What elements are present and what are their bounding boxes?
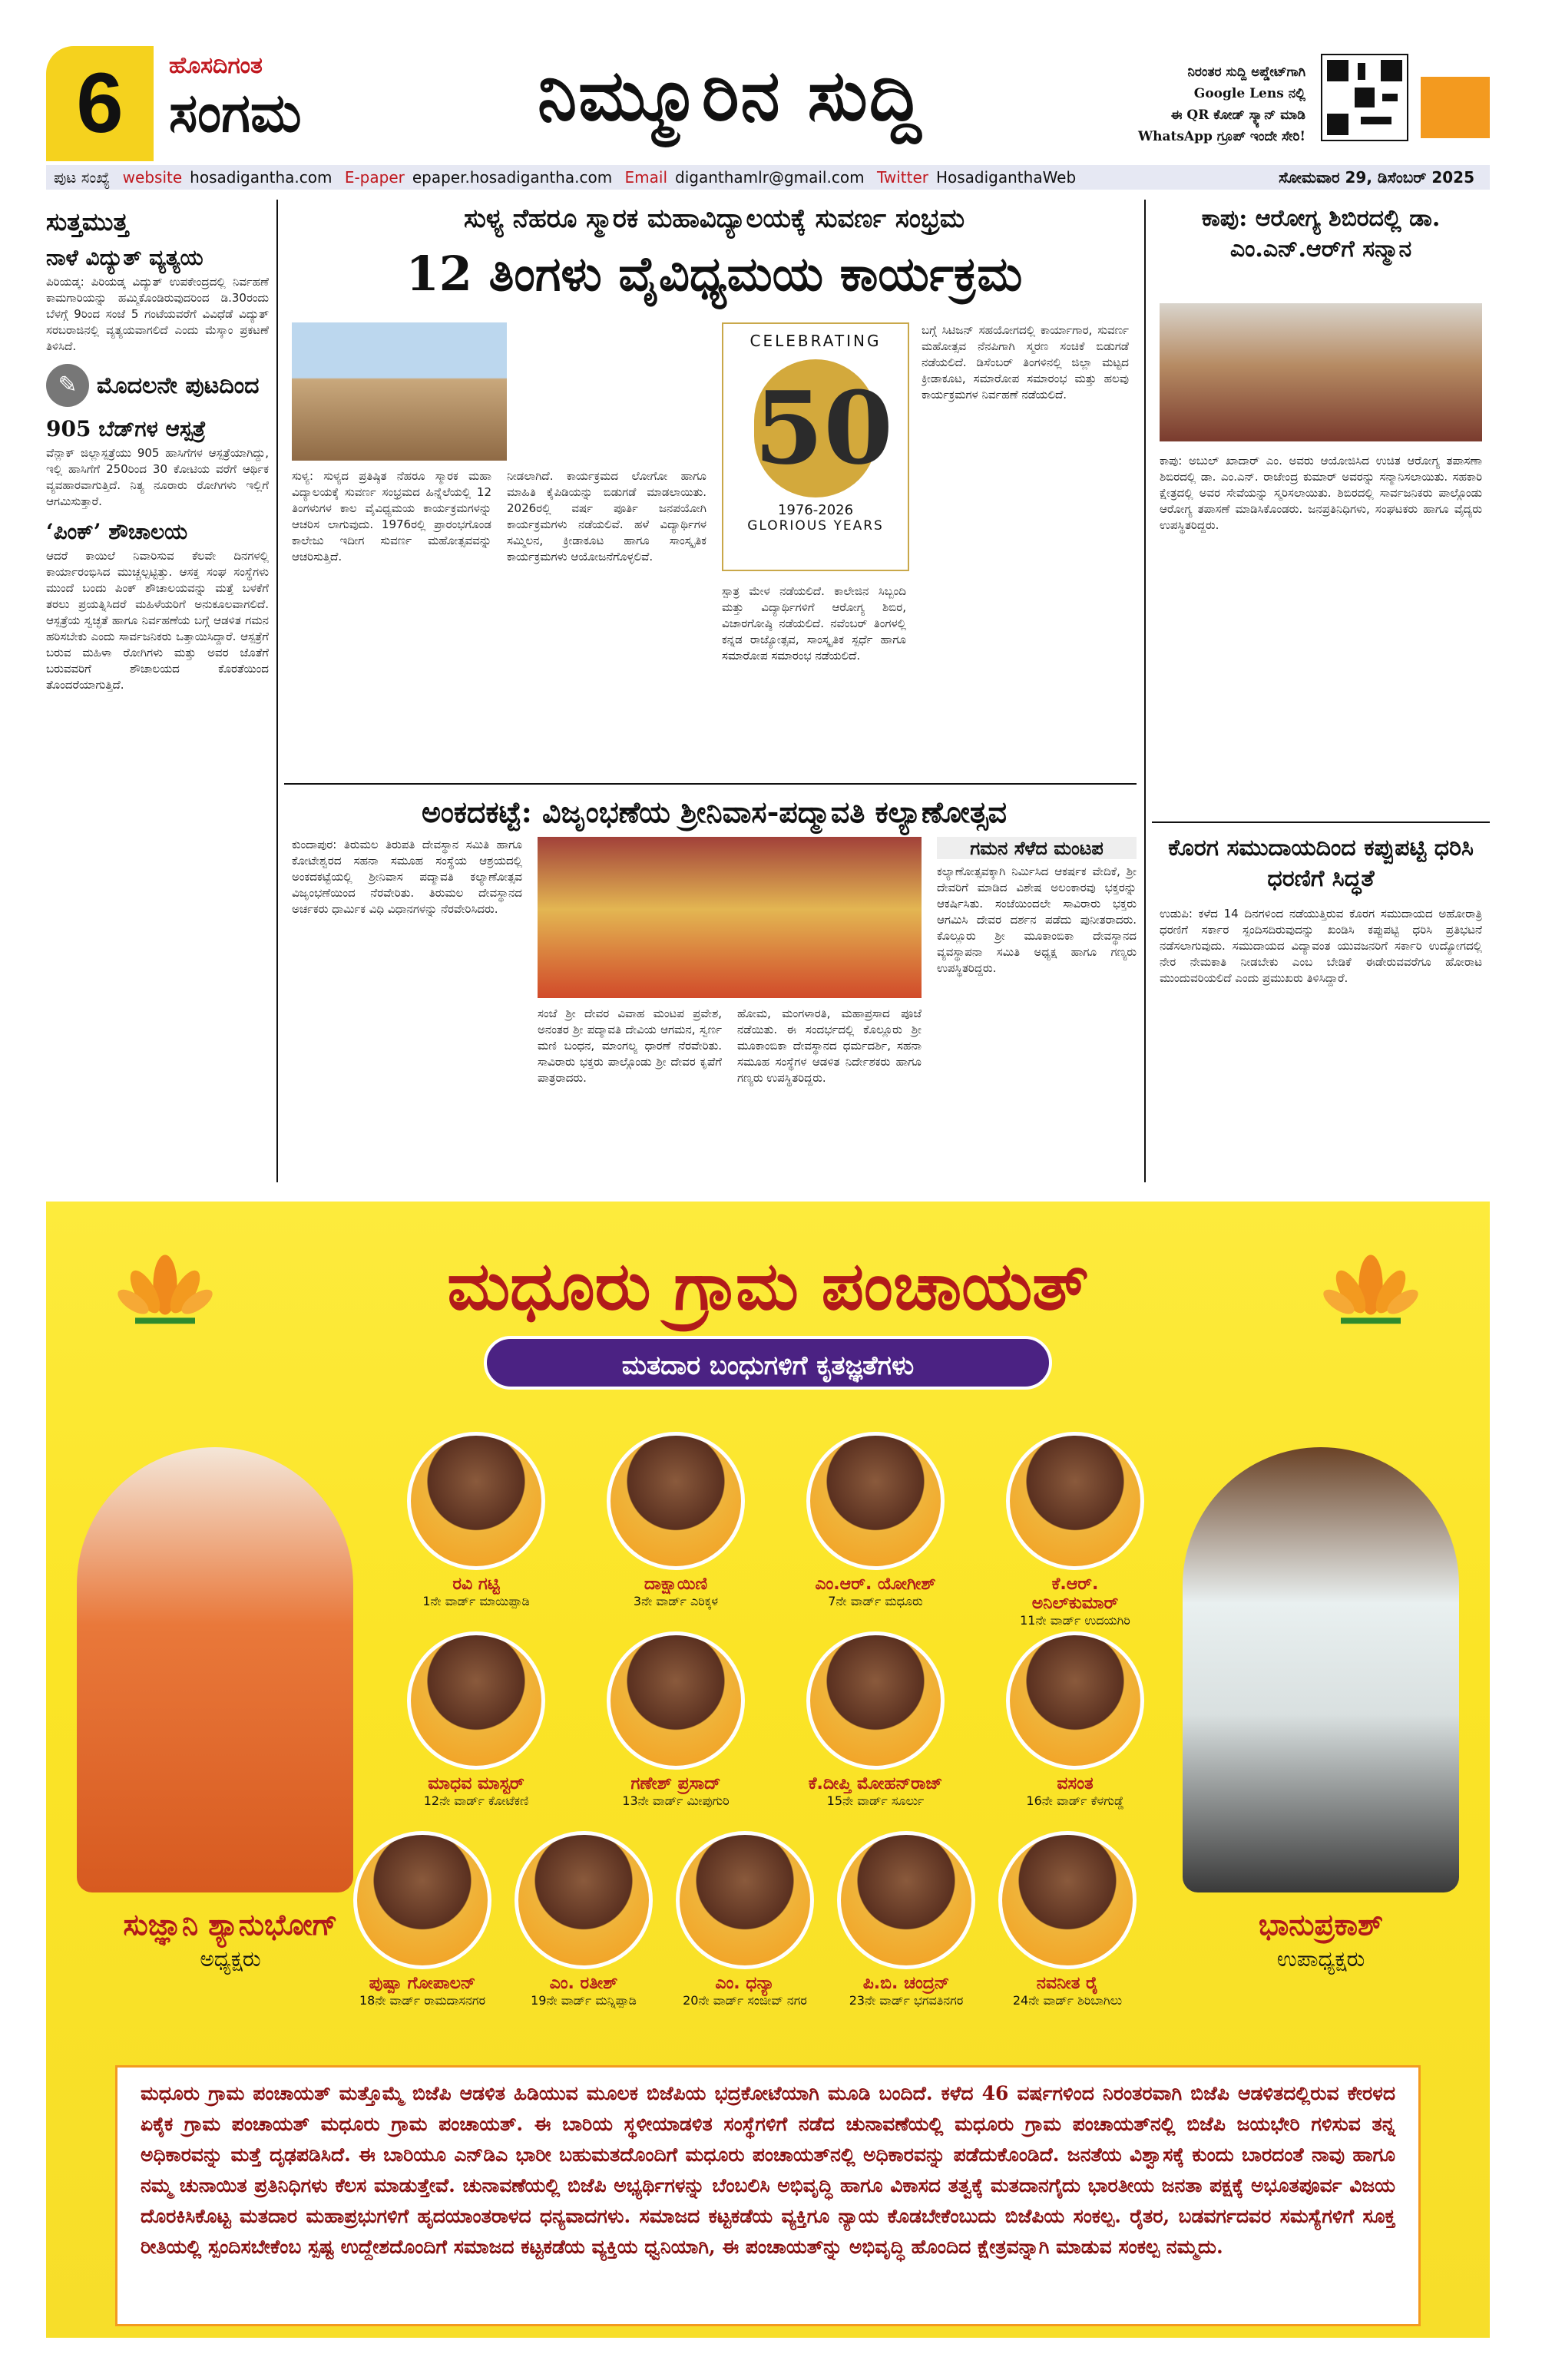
temple-story-col-1: ಕುಂದಾಪುರ: ತಿರುಮಲ ತಿರುಪತಿ ದೇವಸ್ಥಾನ ಸಮಿತಿ ಹಾಗೂ ಕೋಟೇಶ್ವರದ ಸಹನಾ ಸಮೂಹ ಸಂಸ್ಥೆಯ ಆಶ್ರಯದಲ್ಲಿ ಅಂಕದಕಟ್ಟೆಯಲ್ಲಿ ಶ್ರೀನಿವಾಸ ಪದ್ಮಾವತಿ ಕಲ್ಯಾಣೋತ್ಸವ ವಿಜೃಂಭಣೆಯಿಂದ ನೆರವೇರಿತು. ತಿರುಮಲ ದೇವಸ್ಥಾನದ ಅರ್ಚಕರು ಧಾರ್ಮಿಕ ವಿಧಿ ವಿಧಾನಗಳನ್ನು ನೆರವೇರಿಸಿದರು.: [292, 838, 522, 916]
logo-emblem: 50: [754, 359, 877, 497]
member-ward: 18ನೇ ವಾರ್ಡ್ ರಾಮದಾಸನಗರ: [359, 1993, 486, 2008]
member-photo: [607, 1432, 745, 1570]
section-name: ಸಂಗಮ: [169, 81, 302, 144]
member-card: [998, 1831, 1137, 2008]
member-ward: 19ನೇ ವಾರ್ಡ್ ಮನ್ನಿಪ್ಪಾಡಿ: [531, 1993, 637, 2008]
corner-accent: [1421, 77, 1490, 138]
masthead: [46, 46, 1490, 161]
president-role: ಅಧ್ಯಕ್ಷರು: [200, 1946, 261, 1972]
golden-jubilee-logo: [722, 322, 909, 571]
member-card: [806, 1432, 945, 1609]
vice-president-portrait: [1183, 1447, 1459, 1892]
member-ward: 24ನೇ ವಾರ್ಡ್ ಶಿರಿಬಾಗಿಲು: [1012, 1993, 1123, 2008]
temple-ceremony-photo: [538, 837, 922, 998]
member-card: [1006, 1631, 1144, 1809]
website-label: website: [122, 168, 183, 187]
member-card: [806, 1631, 945, 1809]
member-ward: 1ನೇ ವಾರ್ಡ್ ಮಾಯಿಪ್ಪಾಡಿ: [422, 1594, 530, 1608]
member-card: [353, 1831, 491, 2008]
member-name: ಎಂ. ರತೀಶ್: [549, 1974, 618, 1993]
story-title-power-cut: ನಾಳೆ ವಿದ್ಯುತ್ ವ್ಯತ್ಯಯ: [46, 245, 204, 270]
member-ward: 15ನೇ ವಾರ್ಡ್ ಸೂರ್ಲು: [826, 1793, 925, 1808]
member-card: [607, 1631, 745, 1809]
main-story-kicker: ಸುಳ್ಯ ನೆಹರೂ ಸ್ಮಾರಕ ಮಹಾವಿದ್ಯಾಲಯಕ್ಕೆ ಸುವರ್ಣ ಸಂಭ್ರಮ: [463, 203, 965, 234]
section-title: ನಿಮ್ಮೂರಿನ ಸುದ್ದಿ: [538, 54, 923, 137]
story-title-pink-toilet: ‘ಪಿಂಕ್’ ಶೌಚಾಲಯ: [46, 519, 188, 544]
website-link[interactable]: hosadigantha.com: [190, 168, 333, 187]
page-label: ಪುಟ ಸಂಖ್ಯೆ: [54, 168, 111, 187]
issue-date: ಸೋಮವಾರ 29, ಡಿಸೆಂಬರ್ 2025: [1279, 168, 1474, 187]
panchayat-advertisement: [46, 1202, 1490, 2338]
column-rule-left: [276, 200, 278, 1182]
president-name: ಸುಜ್ಞಾನಿ ಶ್ಯಾನುಭೋಗ್: [123, 1908, 338, 1942]
member-card: [407, 1631, 545, 1809]
member-name: ನವನೀತ ರೈ: [1036, 1974, 1099, 1993]
member-name: ಗಣೇಶ್ ಪ್ರಸಾದ್: [630, 1774, 721, 1793]
bjp-lotus-icon-left: [115, 1240, 215, 1340]
member-card: [1006, 1432, 1144, 1628]
vice-president-name: ಭಾನುಪ್ರಕಾಶ್: [1258, 1908, 1384, 1942]
president-photo: [77, 1447, 353, 1892]
college-building-photo: [292, 322, 507, 461]
story-divider-right: [1152, 821, 1490, 823]
qr-line-4: WhatsApp ಗ್ರೂಪ್ ಇಂದೇ ಸೇರಿ!: [1138, 129, 1305, 144]
koraga-story-headline: ಕೊರಗ ಸಮುದಾಯದಿಂದ ಕಪ್ಪುಪಟ್ಟಿ ಧರಿಸಿ ಧರಣಿಗೆ ಸಿದ್ಧತೆ: [1168, 835, 1474, 892]
kaup-story-body: ಕಾಪು: ಅಬುಲ್ ಖಾದಾರ್ ಎಂ. ಅವರು ಆಯೋಜಿಸಿದ ಉಚಿತ ಆರೋಗ್ಯ ತಪಾಸಣಾ ಶಿಬಿರದಲ್ಲಿ ಡಾ. ಎಂ.ಎನ್. ರಾಜೇಂದ್ರ ಕುಮಾರ್ ಅವರನ್ನು ಸನ್ಮಾನಿಸಲಾಯಿತು. ಸಹಕಾರಿ ಕ್ಷೇತ್ರದಲ್ಲಿ ಅವರ ಸೇವೆಯನ್ನು ಸ್ಮರಿಸಲಾಯಿತು. ಶಿಬಿರದಲ್ಲಿ ಸಾರ್ವಜನಿಕರು ಪಾಲ್ಗೊಂಡು ಆರೋಗ್ಯ ತಪಾಸಣೆ ಮಾಡಿಸಿಕೊಂಡರು. ಜನಪ್ರತಿನಿಧಿಗಳು, ಸಂಘಟಕರು ಹಾಗೂ ವೈದ್ಯರು ಉಪಸ್ಥಿತರಿದ್ದರು.: [1160, 454, 1482, 532]
koraga-story-body: ಉಡುಪಿ: ಕಳೆದ 14 ದಿನಗಳಿಂದ ನಡೆಯುತ್ತಿರುವ ಕೊರಗ ಸಮುದಾಯದ ಅಹೋರಾತ್ರಿ ಧರಣಿಗೆ ಸರ್ಕಾರ ಸ್ಪಂದಿಸದಿರುವುದನ್ನು ಖಂಡಿಸಿ ಕಪ್ಪುಪಟ್ಟಿ ಧರಿಸಿ ಪ್ರತಿಭಟನೆ ನಡೆಸಲಾಗುವುದು. ಸಮುದಾಯದ ವಿದ್ಯಾವಂತ ಯುವಜನರಿಗೆ ಸರ್ಕಾರಿ ಉದ್ಯೋಗದಲ್ಲಿ ನೇರ ನೇಮಕಾತಿ ನೀಡಬೇಕು ಎಂಬ ಬೇಡಿಕೆ ಈಡೇರುವವರೆಗೂ ಹೋರಾಟ ಮುಂದುವರಿಯಲಿದೆ ಎಂದು ಪ್ರಮುಖರು ತಿಳಿಸಿದ್ದಾರೆ.: [1160, 907, 1482, 985]
member-ward: 11ನೇ ವಾರ್ಡ್ ಉದಯಗಿರಿ: [1020, 1613, 1130, 1628]
main-story-col-1: ಸುಳ್ಯ: ಸುಳ್ಯದ ಪ್ರತಿಷ್ಠಿತ ನೆಹರೂ ಸ್ಮಾರಕ ಮಹಾ ವಿದ್ಯಾಲಯಕ್ಕೆ ಸುವರ್ಣ ಸಂಭ್ರಮದ ಹಿನ್ನೆಲೆಯಲ್ಲಿ 12 ತಿಂಗಳುಗಳ ಕಾಲ ವೈವಿಧ್ಯಮಯ ಕಾರ್ಯಕ್ರಮಗಳನ್ನು ಆಚರಿಸ ಲಾಗುವುದು. 1976ರಲ್ಲಿ ಪ್ರಾರಂಭಗೊಂಡ ಕಾಲೇಜು ಇದೀಗ ಸುವರ್ಣ ಮಹೋತ್ಸವವನ್ನು ಆಚರಿಸುತ್ತಿದೆ.: [292, 469, 491, 564]
epaper-link[interactable]: epaper.hosadigantha.com: [412, 168, 613, 187]
info-bar: [46, 165, 1490, 190]
member-name: ಪುಷ್ಪಾ ಗೋಪಾಲನ್: [369, 1974, 476, 1993]
member-photo: [407, 1631, 545, 1770]
member-ward: 16ನೇ ವಾರ್ಡ್ ಕೆಳಗುಡ್ಡೆ: [1026, 1793, 1124, 1808]
main-story-col-3: ಸ್ಪಾತ್ರ ಮೇಳ ನಡೆಯಲಿದೆ. ಕಾಲೇಜಿನ ಸಿಬ್ಬಂದಿ ಮತ್ತು ವಿದ್ಯಾರ್ಥಿಗಳಿಗೆ ಆರೋಗ್ಯ ಶಿಬಿರ, ವಿಚಾರಗೋಷ್ಠಿ ನಡೆಯಲಿದೆ. ನವೆಂಬರ್ ತಿಂಗಳಲ್ಲಿ ಕನ್ನಡ ರಾಜ್ಯೋತ್ಸವ, ಸಾಂಸ್ಕೃತಿಕ ಸ್ಪರ್ಧೆ ಹಾಗೂ ಸಮಾರೋಪ ಸಮಾರಂಭ ನಡೆಯಲಿದೆ.: [722, 584, 906, 663]
member-ward: 13ನೇ ವಾರ್ಡ್ ಮೀಪುಗುರಿ: [622, 1793, 730, 1808]
member-photo: [837, 1831, 975, 1969]
member-name: ಎಂ.ಆರ್. ಯೋಗೀಶ್: [815, 1575, 936, 1594]
epaper-label: E-paper: [344, 168, 405, 187]
section-header-suttamutta: ಸುತ್ತಮುತ್ತ: [46, 207, 129, 236]
temple-side-title: ಗಮನ ಸೆಳೆದ ಮಂಟಪ: [937, 837, 1137, 859]
member-photo: [353, 1831, 491, 1969]
member-name: ವಸಂತ: [1057, 1774, 1094, 1793]
email-link[interactable]: diganthamlr@gmail.com: [675, 168, 865, 187]
story-title-hospital: 905 ಬೆಡ್‌ಗಳ ಆಸ್ಪತ್ರೆ: [46, 416, 207, 441]
kaup-story-headline: ಕಾಪು: ಆರೋಗ್ಯ ಶಿಬಿರದಲ್ಲಿ ಡಾ. ಎಂ.ಎನ್.ಆರ್‌ಗೆ ಸನ್ಮಾನ: [1201, 205, 1441, 263]
main-story-headline: 12 ತಿಂಗಳು ವೈವಿಧ್ಯಮಯ ಕಾರ್ಯಕ್ರಮ: [405, 246, 1023, 302]
story-body-power-cut: ಪಿರಿಯಡ್ಕ: ಪಿರಿಯಡ್ಕ ವಿದ್ಯುತ್ ಉಪಕೇಂದ್ರದಲ್ಲಿ ನಿರ್ವಹಣೆ ಕಾಮಗಾರಿಯನ್ನು ಹಮ್ಮಿಕೊಂಡಿರುವುದರಿಂದ ಡಿ.30ರಂದು ಬೆಳಗ್ಗೆ 9ರಿಂದ ಸಂಜೆ 5 ಗಂಟೆಯವರೆಗೆ ವಿವಿಧೆಡೆ ವಿದ್ಯುತ್ ಸರಬರಾಜಿನಲ್ಲಿ ವ್ಯತ್ಯಯವಾಗಲಿದೆ ಎಂದು ಮೆಸ್ಕಾಂ ಪ್ರಕಟಣೆ ತಿಳಿಸಿದೆ.: [46, 275, 269, 353]
main-story-col-4: ಬಗ್ಗೆ ಸಿಟಿಜನ್ ಸಹಯೋಗದಲ್ಲಿ ಕಾರ್ಯಾಗಾರ, ಸುವರ್ಣ ಮಹೋತ್ಸವ ನೆನಪಿಗಾಗಿ ಸ್ಮರಣ ಸಂಚಿಕೆ ಬಿಡುಗಡೆ ನಡೆಯಲಿದೆ. ಡಿಸೆಂಬರ್ ತಿಂಗಳಿನಲ್ಲಿ ಜಿಲ್ಲಾ ಮಟ್ಟದ ಕ್ರೀಡಾಕೂಟ, ಸಮಾರೋಪ ಸಮಾರಂಭ ಮತ್ತು ಹಲವು ಕಾರ್ಯಕ್ರಮಗಳ ನಿರ್ವಹಣೆ ನಡೆಯಲಿದೆ.: [922, 323, 1129, 402]
member-ward: 12ನೇ ವಾರ್ಡ್ ಕೋಟೆಕಣಿ: [423, 1793, 529, 1808]
bjp-lotus-icon-right: [1321, 1240, 1421, 1340]
ad-title: ಮಧೂರು ಗ್ರಾಮ ಪಂಚಾಯತ್: [447, 1248, 1089, 1325]
member-name: ಮಾಧವ ಮಾಸ್ಟರ್: [428, 1774, 524, 1793]
story-body-hospital: ವೆನ್ಲಾಕ್ ಜಿಲ್ಲಾಸ್ಪತ್ರೆಯು 905 ಹಾಸಿಗೆಗಳ ಆಸ್ಪತ್ರೆಯಾಗಿದ್ದು, ಇಲ್ಲಿ ಹಾಸಿಗೆಗೆ 250ರಿಂದ 30 ಕೋಟಿಯ ವರೆಗೆ ಆರ್ಥಿಕ ವ್ಯವಹಾರವಾಗುತ್ತಿದೆ. ನಿತ್ಯ ನೂರಾರು ರೋಗಿಗಳು ಇಲ್ಲಿಗೆ ಆಗಮಿಸುತ್ತಾರೆ.: [46, 446, 269, 508]
front-page-badge: [46, 364, 269, 407]
member-photo: [407, 1432, 545, 1570]
story-divider-mid: [284, 783, 1137, 785]
member-photo: [1006, 1432, 1144, 1570]
member-photo: [806, 1631, 945, 1770]
member-ward: 3ನೇ ವಾರ್ಡ್ ಎರಿಕ್ಕಳ: [633, 1594, 719, 1608]
temple-side-body: ಕಲ್ಯಾಣೋತ್ಸವಕ್ಕಾಗಿ ನಿರ್ಮಿಸಿದ ಆಕರ್ಷಕ ವೇದಿಕೆ, ಶ್ರೀ ದೇವರಿಗೆ ಮಾಡಿದ ವಿಶೇಷ ಅಲಂಕಾರವು ಭಕ್ತರನ್ನು ಆಕರ್ಷಿಸಿತು. ಸಂಜೆಯಿಂದಲೇ ಸಾವಿರಾರು ಭಕ್ತರು ಆಗಮಿಸಿ ದೇವರ ದರ್ಶನ ಪಡೆದು ಪುನೀತರಾದರು. ಕೊಲ್ಲೂರು ಶ್ರೀ ಮೂಕಾಂಬಿಕಾ ದೇವಸ್ಥಾನದ ವ್ಯವಸ್ಥಾಪನಾ ಸಮಿತಿ ಅಧ್ಯಕ್ಷ ಹಾಗೂ ಗಣ್ಯರು ಉಪಸ್ಥಿತರಿದ್ದರು.: [937, 864, 1137, 975]
badge-text: ಮೊದಲನೇ ಪುಟದಿಂದ: [97, 372, 260, 399]
vice-president-role: ಉಪಾಧ್ಯಕ್ಷರು: [1276, 1946, 1365, 1972]
left-column: [46, 207, 269, 1182]
member-photo: [676, 1831, 814, 1969]
member-photo: [515, 1831, 653, 1969]
twitter-link[interactable]: HosadiganthaWeb: [935, 168, 1077, 187]
member-ward: 23ನೇ ವಾರ್ಡ್ ಭಗವತಿನಗರ: [849, 1993, 964, 2008]
member-card: [407, 1432, 545, 1609]
member-card: [837, 1831, 975, 2008]
member-photo: [806, 1432, 945, 1570]
logo-celebrating: CELEBRATING: [749, 332, 882, 350]
member-name: ಎಂ. ಧನ್ಯಾ: [715, 1974, 775, 1993]
story-body-pink-toilet: ಆದರೆ ಕಾಯಿಲೆ ನಿವಾರಿಸುವ ಕೆಲವೇ ದಿನಗಳಲ್ಲಿ ಕಾರ್ಯಾರಂಭಿಸಿದ ಮುಚ್ಚಲ್ಪಟ್ಟಿತ್ತು. ಆಸಕ್ತ ಸಂಘ ಸಂಸ್ಥೆಗಳು ಮುಂದೆ ಬಂದು ಪಿಂಕ್ ಶೌಚಾಲಯವನ್ನು ಮತ್ತೆ ಬಳಕೆಗೆ ತರಲು ಪ್ರಯತ್ನಿಸಿದರೆ ಮಹಿಳೆಯರಿಗೆ ಅನುಕೂಲವಾಗಲಿದೆ. ಆಸ್ಪತ್ರೆಯ ಸ್ವಚ್ಛತೆ ಹಾಗೂ ನಿರ್ವಹಣೆಯ ಬಗ್ಗೆ ಆಡಳಿತ ಗಮನ ಹರಿಸಬೇಕು ಎಂದು ಸಾರ್ವಜನಿಕರು ಒತ್ತಾಯಿಸಿದ್ದಾರೆ. ಆಸ್ಪತ್ರೆಗೆ ಬರುವ ಮಹಿಳಾ ರೋಗಿಗಳು ಮತ್ತು ಅವರ ಜೊತೆಗೆ ಬರುವವರಿಗೆ ಶೌಚಾಲಯದ ಕೊರತೆಯಿಂದ ತೊಂದರೆಯಾಗುತ್ತಿದೆ.: [46, 549, 269, 692]
pencil-icon: ✎: [46, 364, 89, 407]
member-name: ಕೆ.ಆರ್. ಅನಿಲ್‌ಕುಮಾರ್: [1031, 1575, 1119, 1613]
member-card: [676, 1831, 814, 2008]
ad-message: ಮಧೂರು ಗ್ರಾಮ ಪಂಚಾಯತ್ ಮತ್ತೊಮ್ಮೆ ಬಿಜೆಪಿ ಆಡಳಿತ ಹಿಡಿಯುವ ಮೂಲಕ ಬಿಜೆಪಿಯ ಭದ್ರಕೋಟೆಯಾಗಿ ಮೂಡಿ ಬಂದಿದೆ. ಕಳೆದ 46 ವರ್ಷಗಳಿಂದ ನಿರಂತರವಾಗಿ ಬಿಜೆಪಿ ಆಡಳಿತದಲ್ಲಿರುವ ಕೇರಳದ ಏಕೈಕ ಗ್ರಾಮ ಪಂಚಾಯತ್ ಮಧೂರು ಗ್ರಾಮ ಪಂಚಾಯತ್. ಈ ಬಾರಿಯ ಸ್ಥಳೀಯಾಡಳಿತ ಸಂಸ್ಥೆಗಳಿಗೆ ನಡೆದ ಚುನಾವಣೆಯಲ್ಲಿ ಮಧೂರು ಗ್ರಾಮ ಪಂಚಾಯತ್‌ನಲ್ಲಿ ಬಿಜೆಪಿ ಜಯಭೇರಿ ಗಳಿಸುವ ತನ್ನ ಅಧಿಕಾರವನ್ನು ಮತ್ತೆ ದೃಢಪಡಿಸಿದೆ. ಈ ಬಾರಿಯೂ ಎನ್‌ಡಿಎ ಭಾರೀ ಬಹುಮತದೊಂದಿಗೆ ಮಧೂರು ಪಂಚಾಯತ್‌ನಲ್ಲಿ ಅಧಿಕಾರವನ್ನು ಪಡೆದುಕೊಂಡಿದೆ. ಜನತೆಯ ವಿಶ್ವಾಸಕ್ಕೆ ಕುಂದು ಬಾರದಂತೆ ನಾವು ಹಾಗೂ ನಮ್ಮ ಚುನಾಯಿತ ಪ್ರತಿನಿಧಿಗಳು ಕೆಲಸ ಮಾಡುತ್ತೇವೆ. ಚುನಾವಣೆಯಲ್ಲಿ ಬಿಜೆಪಿ ಅಭ್ಯರ್ಥಿಗಳನ್ನು ಬೆಂಬಲಿಸಿ ಅಭಿವೃದ್ಧಿ ಹಾಗೂ ವಿಕಾಸದ ತತ್ವಕ್ಕೆ ಮತದಾನಗೈದು ಭಾರತೀಯ ಜನತಾ ಪಕ್ಷಕ್ಕೆ ಅಭೂತಪೂರ್ವ ವಿಜಯ ದೊರಕಿಸಿಕೊಟ್ಟ ಮತದಾರ ಮಹಾಪ್ರಭುಗಳಿಗೆ ಹೃದಯಾಂತರಾಳದ ಧನ್ಯವಾದಗಳು. ಸಮಾಜದ ಕಟ್ಟಕಡೆಯ ವ್ಯಕ್ತಿಗೂ ನ್ಯಾಯ ಕೊಡಬೇಕೆಂಬುದು ಬಿಜೆಪಿಯ ಸಂಕಲ್ಪ. ರೈತರ, ಬಡವರ್ಗದವರ ಸಮಸ್ಯೆಗಳಿಗೆ ಸೂಕ್ತ ರೀತಿಯಲ್ಲಿ ಸ್ಪಂದಿಸಬೇಕೆಂಬ ಸ್ಪಷ್ಟ ಉದ್ದೇಶದೊಂದಿಗೆ ಸಮಾಜದ ಕಟ್ಟಕಡೆಯ ವ್ಯಕ್ತಿಯ ಧ್ವನಿಯಾಗಿ, ಈ ಪಂಚಾಯತ್‌ನ್ನು ಅಭಿವೃದ್ಧಿ ಹೊಂದಿದ ಕ್ಷೇತ್ರವನ್ನಾಗಿ ಮಾಡುವ ಸಂಕಲ್ಪ ನಮ್ಮದು.: [115, 2065, 1421, 2326]
logo-years: 1976-2026: [777, 502, 854, 518]
member-name: ಕೆ.ದೀಪ್ತಿ ಮೋಹನ್‌ರಾಜ್: [808, 1774, 943, 1793]
temple-story-col-2: ಸಂಜೆ ಶ್ರೀ ದೇವರ ವಿವಾಹ ಮಂಟಪ ಪ್ರವೇಶ, ಅನಂತರ ಶ್ರೀ ಪದ್ಮಾವತಿ ದೇವಿಯ ಆಗಮನ, ಸ್ವರ್ಣ ಮಣಿ ಬಂಧನ, ಮಾಂಗಲ್ಯ ಧಾರಣೆ ನೆರವೇರಿತು. ಸಾವಿರಾರು ಭಕ್ತರು ಪಾಲ್ಗೊಂಡು ಶ್ರೀ ದೇವರ ಕೃಪೆಗೆ ಪಾತ್ರರಾದರು.: [538, 1007, 722, 1085]
page-number: 6: [76, 56, 124, 150]
temple-story-col-3: ಹೋಮ, ಮಂಗಳಾರತಿ, ಮಹಾಪ್ರಸಾದ ಪೂಜೆ ನಡೆಯಿತು. ಈ ಸಂದರ್ಭದಲ್ಲಿ ಕೊಲ್ಲೂರು ಶ್ರೀ ಮೂಕಾಂಬಿಕಾ ದೇವಸ್ಥಾನದ ಧರ್ಮದರ್ಶಿ, ಸಹನಾ ಸಮೂಹ ಸಂಸ್ಥೆಗಳ ಆಡಳಿತ ನಿರ್ದೇಶಕರು ಹಾಗೂ ಗಣ್ಯರು ಉಪಸ್ಥಿತರಿದ್ದರು.: [737, 1007, 922, 1085]
logo-glorious-years: GLORIOUS YEARS: [747, 518, 884, 534]
email-label: Email: [624, 168, 668, 187]
member-card: [607, 1432, 745, 1609]
president-portrait: [77, 1447, 353, 1892]
qr-line-2: Google Lens ನಲ್ಲಿ: [1193, 86, 1305, 101]
member-card: [515, 1831, 653, 2008]
kaup-felicitation-photo: [1160, 303, 1482, 441]
member-photo: [998, 1831, 1137, 1969]
qr-line-3: ಈ QR ಕೋಡ್ ಸ್ಕ್ಯಾನ್ ಮಾಡಿ: [1170, 107, 1305, 123]
member-name: ಪಿ.ಬಿ. ಚಂದ್ರನ್: [862, 1974, 950, 1993]
main-story-col-2: ನೀಡಲಾಗಿದೆ. ಕಾರ್ಯಕ್ರಮದ ಲೋಗೋ ಹಾಗೂ ಮಾಹಿತಿ ಕೈಪಿಡಿಯನ್ನು ಬಿಡುಗಡೆ ಮಾಡಲಾಯಿತು. 2026ರಲ್ಲಿ ವರ್ಷ ಪೂರ್ತಿ ಜನಪಯೋಗಿ ಕಾರ್ಯಕ್ರಮಗಳು ನಡೆಯಲಿವೆ. ಹಳೆ ವಿದ್ಯಾರ್ಥಿಗಳ ಸಮ್ಮಿಲನ, ಕ್ರೀಡಾಕೂಟ ಹಾಗೂ ಸಾಂಸ್ಕೃತಿಕ ಕಾರ್ಯಕ್ರಮಗಳು ಆಯೋಜನೆಗೊಳ್ಳಲಿವೆ.: [507, 469, 706, 564]
member-photo: [607, 1631, 745, 1770]
qr-line-1: ನಿರಂತರ ಸುದ್ದಿ ಅಪ್ಡೇಟ್‌ಗಾಗಿ: [1187, 64, 1305, 80]
temple-story-headline: ಅಂಕದಕಟ್ಟೆ: ವಿಜೃಂಭಣೆಯ ಶ್ರೀನಿವಾಸ-ಪದ್ಮಾವತಿ ಕಲ್ಯಾಣೋತ್ಸವ: [421, 795, 1008, 829]
twitter-label: Twitter: [876, 168, 928, 187]
qr-code-icon[interactable]: [1321, 54, 1408, 141]
qr-instructions: [1044, 61, 1305, 147]
member-ward: 7ನೇ ವಾರ್ಡ್ ಮಧೂರು: [828, 1594, 923, 1608]
vice-president-photo: [1183, 1447, 1459, 1892]
member-photo: [1006, 1631, 1144, 1770]
member-name: ರವಿ ಗಟ್ಟಿ: [452, 1575, 500, 1594]
member-ward: 20ನೇ ವಾರ್ಡ್ ಸಂಜೀವ್ ನಗರ: [683, 1993, 807, 2008]
paper-logo: ಹೊಸದಿಗಂತ: [169, 52, 263, 79]
member-name: ದಾಕ್ಷಾಯಿಣಿ: [644, 1575, 708, 1594]
ad-subtitle: ಮತದಾರ ಬಂಧುಗಳಿಗೆ ಕೃತಜ್ಞತೆಗಳು: [484, 1336, 1052, 1390]
column-rule-right: [1144, 200, 1146, 1182]
